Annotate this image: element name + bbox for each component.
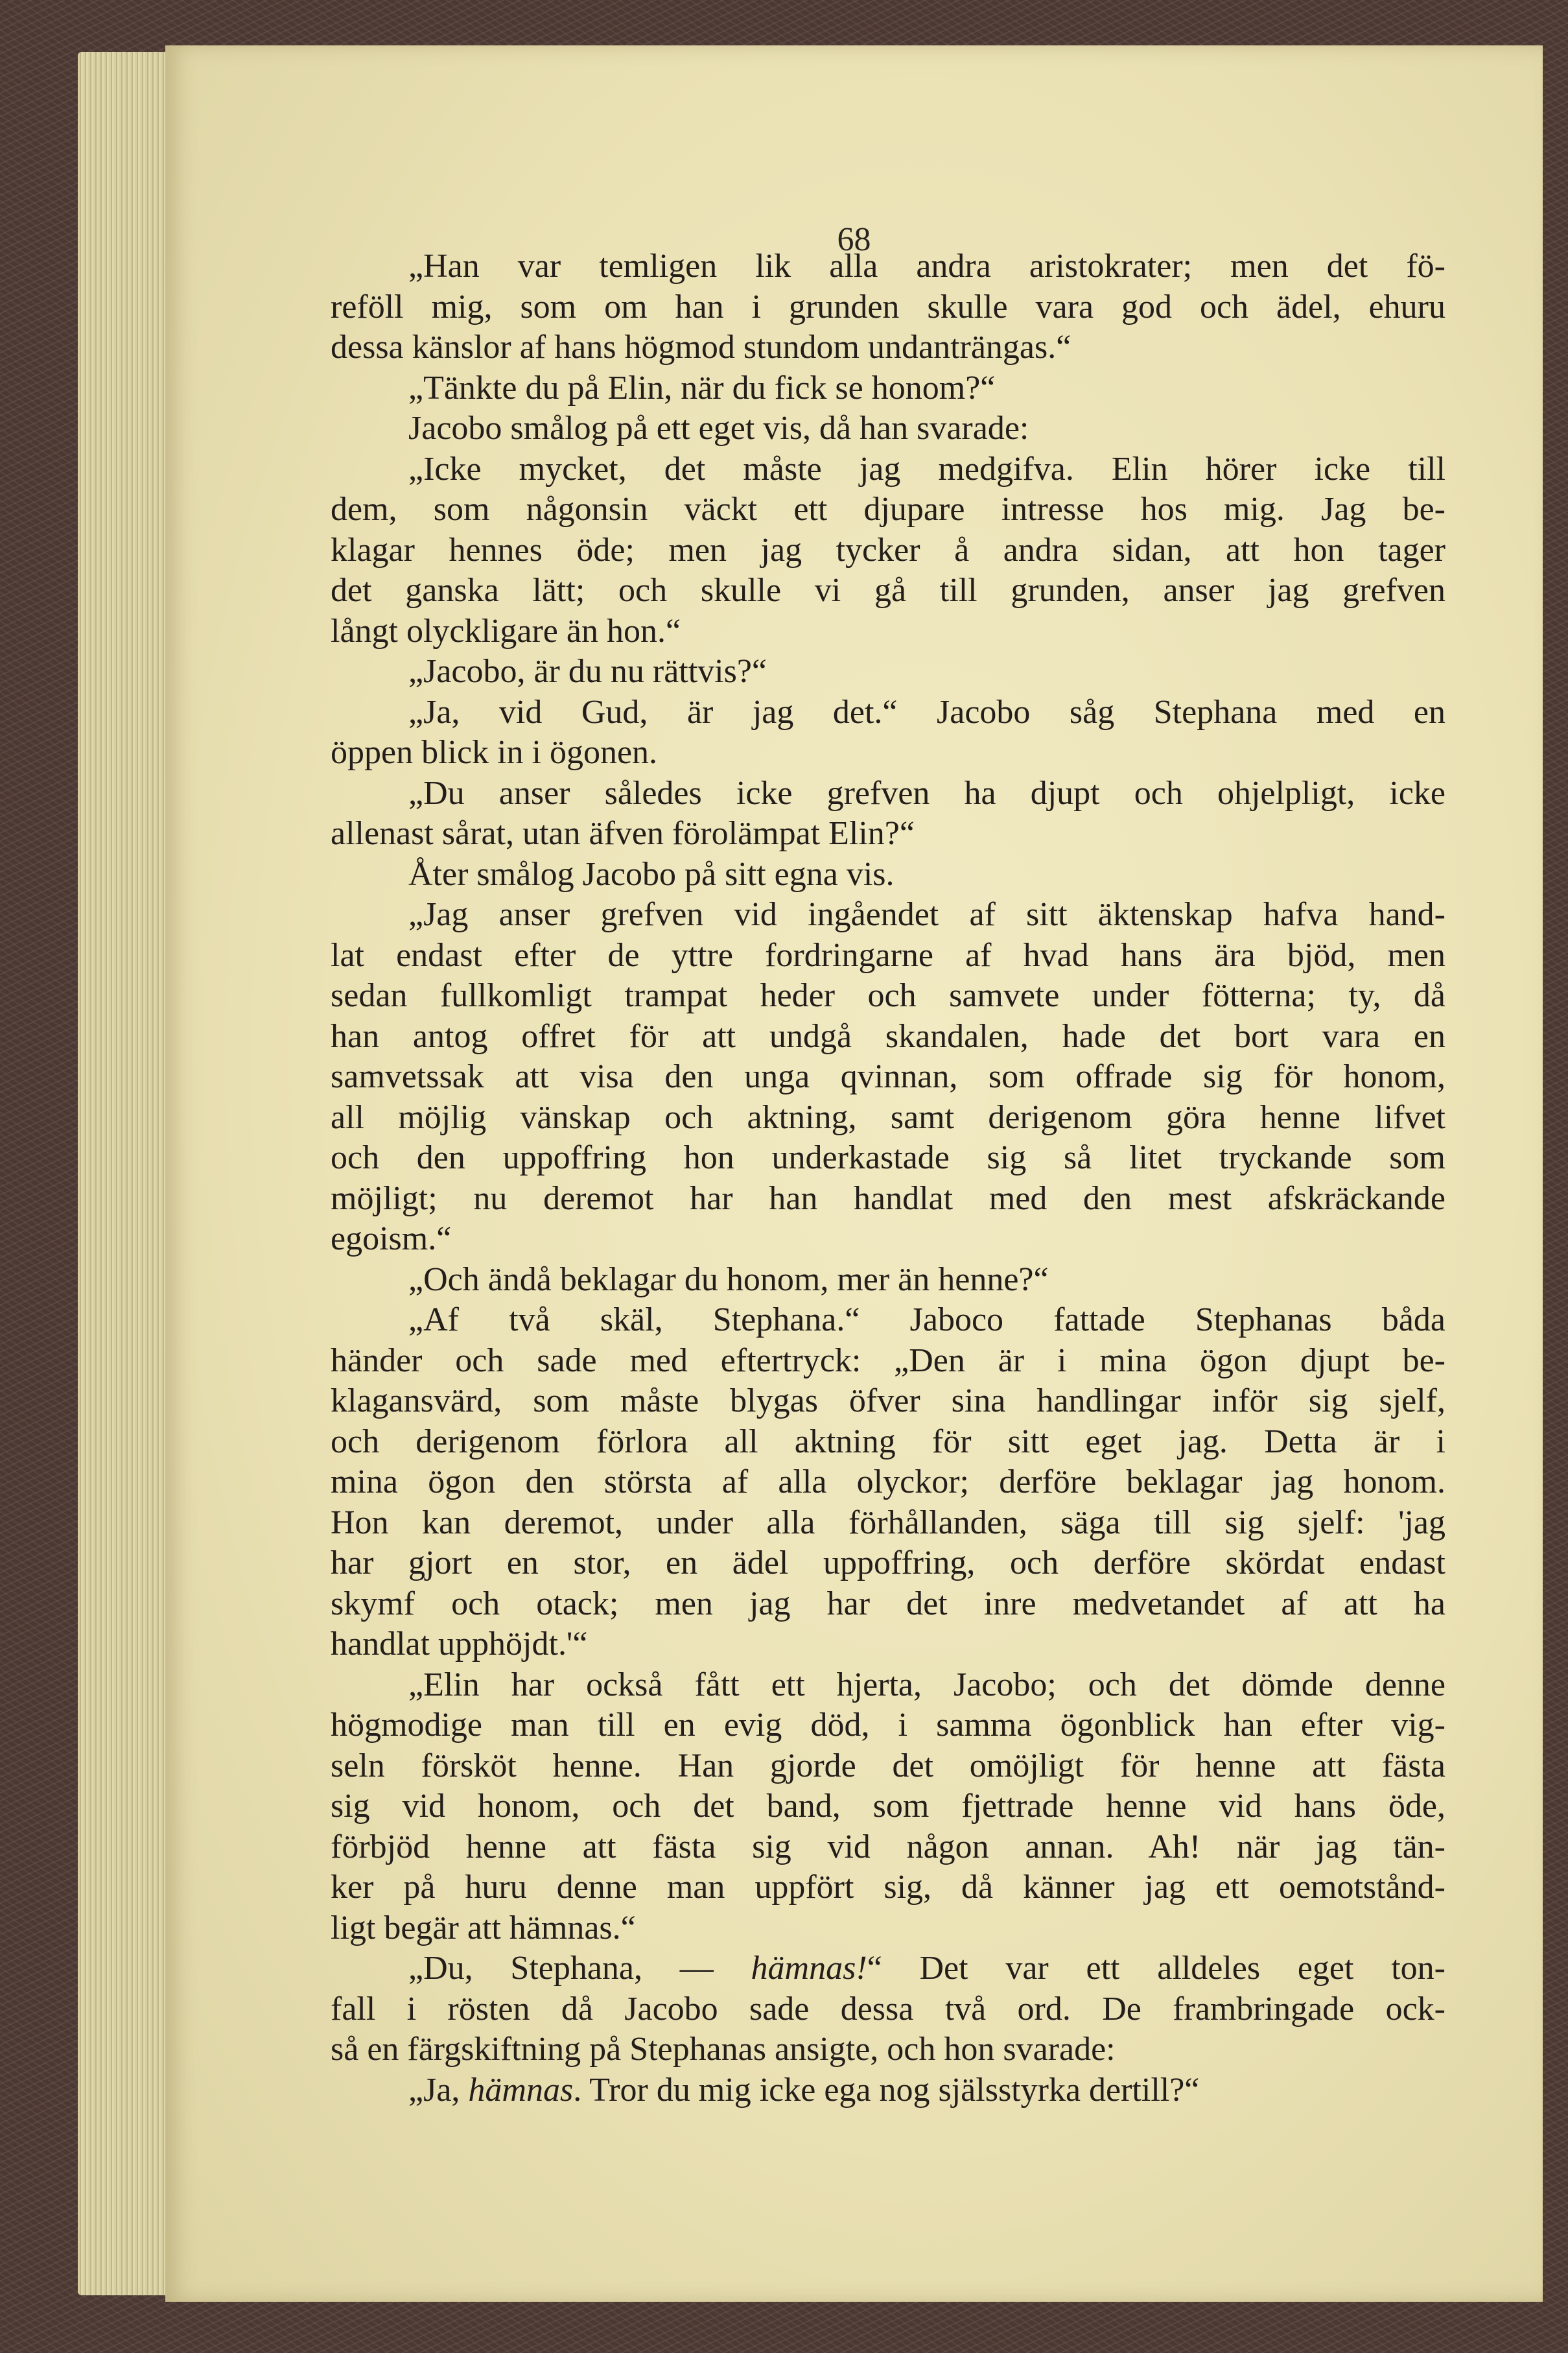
text-line: förbjöd henne att fästa sig vid någon annan. Ah! när jag tän-	[331, 1828, 1445, 1865]
text-line: sedan fullkomligt trampat heder och samvete under fötterna; ty, då	[331, 977, 1445, 1014]
text-line: dem, som någonsin väckt ett djupare intresse hos mig. Jag be-	[331, 491, 1445, 528]
text-line: klagar hennes öde; men jag tycker å andra sidan, att hon tager	[331, 531, 1445, 569]
text-line: Åter smålog Jacobo på sitt egna vis.	[408, 855, 895, 893]
text-line: han antog offret för att undgå skandalen, hade det bort vara en	[331, 1017, 1445, 1055]
italic-word: hämnas	[468, 2071, 574, 2109]
text-line: Hon kan deremot, under alla förhållanden, säga till sig sjelf: 'jag	[331, 1504, 1445, 1541]
text-line: så en färgskiftning på Stephanas ansigte, och hon svarade:	[331, 2031, 1116, 2068]
text-line: sig vid honom, och det band, som fjettrade henne vid hans öde,	[331, 1788, 1445, 1825]
page-number: 68	[837, 221, 871, 258]
text-line: „Jag anser grefven vid ingåendet af sitt äktenskap hafva hand-	[408, 896, 1445, 933]
text-lines	[331, 246, 1445, 1948]
italic-word: hämnas!	[751, 1950, 867, 1987]
text-line: öppen blick in i ögonen.	[331, 734, 658, 771]
text-line: långt olyckligare än hon.“	[331, 612, 681, 650]
text-line: all möjlig vänskap och aktning, samt derigenom göra henne lifvet	[331, 1098, 1445, 1136]
text-line: „Elin har också fått ett hjerta, Jacobo; och det dömde denne	[408, 1666, 1445, 1703]
text-line: „Och ändå beklagar du honom, mer än henne?“	[408, 1260, 1049, 1298]
text-line: „Ja, vid Gud, är jag det.“ Jacobo såg Stephana med en	[408, 693, 1445, 731]
text-line: „Icke mycket, det måste jag medgifva. Elin hörer icke till	[408, 450, 1445, 488]
text-line-hamnas-1: „Du, Stephana, — hämnas!“ Det var ett alldeles eget ton-	[408, 1950, 1445, 1987]
text-line: egoism.“	[331, 1220, 452, 1257]
text-line: mina ögon den största af alla olyckor; derföre beklagar jag honom.	[331, 1463, 1445, 1500]
text-line: allenast sårat, utan äfven förolämpat Elin?“	[331, 815, 915, 852]
text-line: och derigenom förlora all aktning för sitt eget jag. Detta är i	[331, 1423, 1445, 1460]
text-line: ker på huru denne man uppfört sig, då känner jag ett oemotstånd-	[331, 1869, 1445, 1906]
text-line: skymf och otack; men jag har det inre medvetandet af att ha	[331, 1585, 1445, 1622]
text-line: lat endast efter de yttre fordringarne af hvad hans ära bjöd, men	[331, 936, 1445, 974]
text-line: har gjort en stor, en ädel uppoffring, och derföre skördat endast	[331, 1544, 1445, 1581]
text-line: händer och sade med eftertryck: „Den är i mina ögon djupt be-	[331, 1342, 1445, 1379]
text-line: handlat upphöjdt.'“	[331, 1626, 588, 1662]
page-edges	[78, 52, 175, 2295]
text-line: „Du anser således icke grefven ha djupt och ohjelpligt, icke	[408, 774, 1445, 812]
text-line: klagansvärd, som måste blygas öfver sina handlingar inför sig sjelf,	[331, 1382, 1445, 1419]
text-line: „Han var temligen lik alla andra aristokrater; men det fö-	[408, 248, 1445, 285]
text-line: och den uppoffring hon underkastade sig så litet tryckande som	[331, 1139, 1445, 1176]
text-line: samvetssak att visa den unga qvinnan, som offrade sig för honom,	[331, 1058, 1445, 1095]
text-line: högmodige man till en evig död, i samma ögonblick han efter vig-	[331, 1707, 1445, 1744]
text-line: seln försköt henne. Han gjorde det omöjligt för henne att fästa	[331, 1747, 1445, 1784]
text-line: ligt begär att hämnas.“	[331, 1909, 636, 1946]
text-line: „Jacobo, är du nu rättvis?“	[408, 653, 767, 690]
page-text	[331, 246, 1445, 2111]
text-line: det ganska lätt; och skulle vi gå till grunden, anser jag grefven	[331, 572, 1445, 609]
text-line: dessa känslor af hans högmod stundom undanträngas.“	[331, 329, 1071, 366]
text-line: fall i rösten då Jacobo sade dessa två ord. De frambringade ock-	[331, 1990, 1445, 2028]
text-line: Jacobo smålog på ett eget vis, då han svarade:	[408, 410, 1029, 447]
text-line: möjligt; nu deremot har han handlat med den mest afskräckande	[331, 1179, 1445, 1217]
text-line: reföll mig, som om han i grunden skulle vara god och ädel, ehuru	[331, 288, 1445, 325]
text-line-hamnas-2: „Ja, hämnas. Tror du mig icke ega nog själsstyrka dertill?“	[408, 2071, 1200, 2109]
text-line: „Af två skäl, Stephana.“ Jaboco fattade Stephanas båda	[408, 1301, 1445, 1338]
text-line: „Tänkte du på Elin, när du fick se honom?“	[408, 369, 996, 407]
